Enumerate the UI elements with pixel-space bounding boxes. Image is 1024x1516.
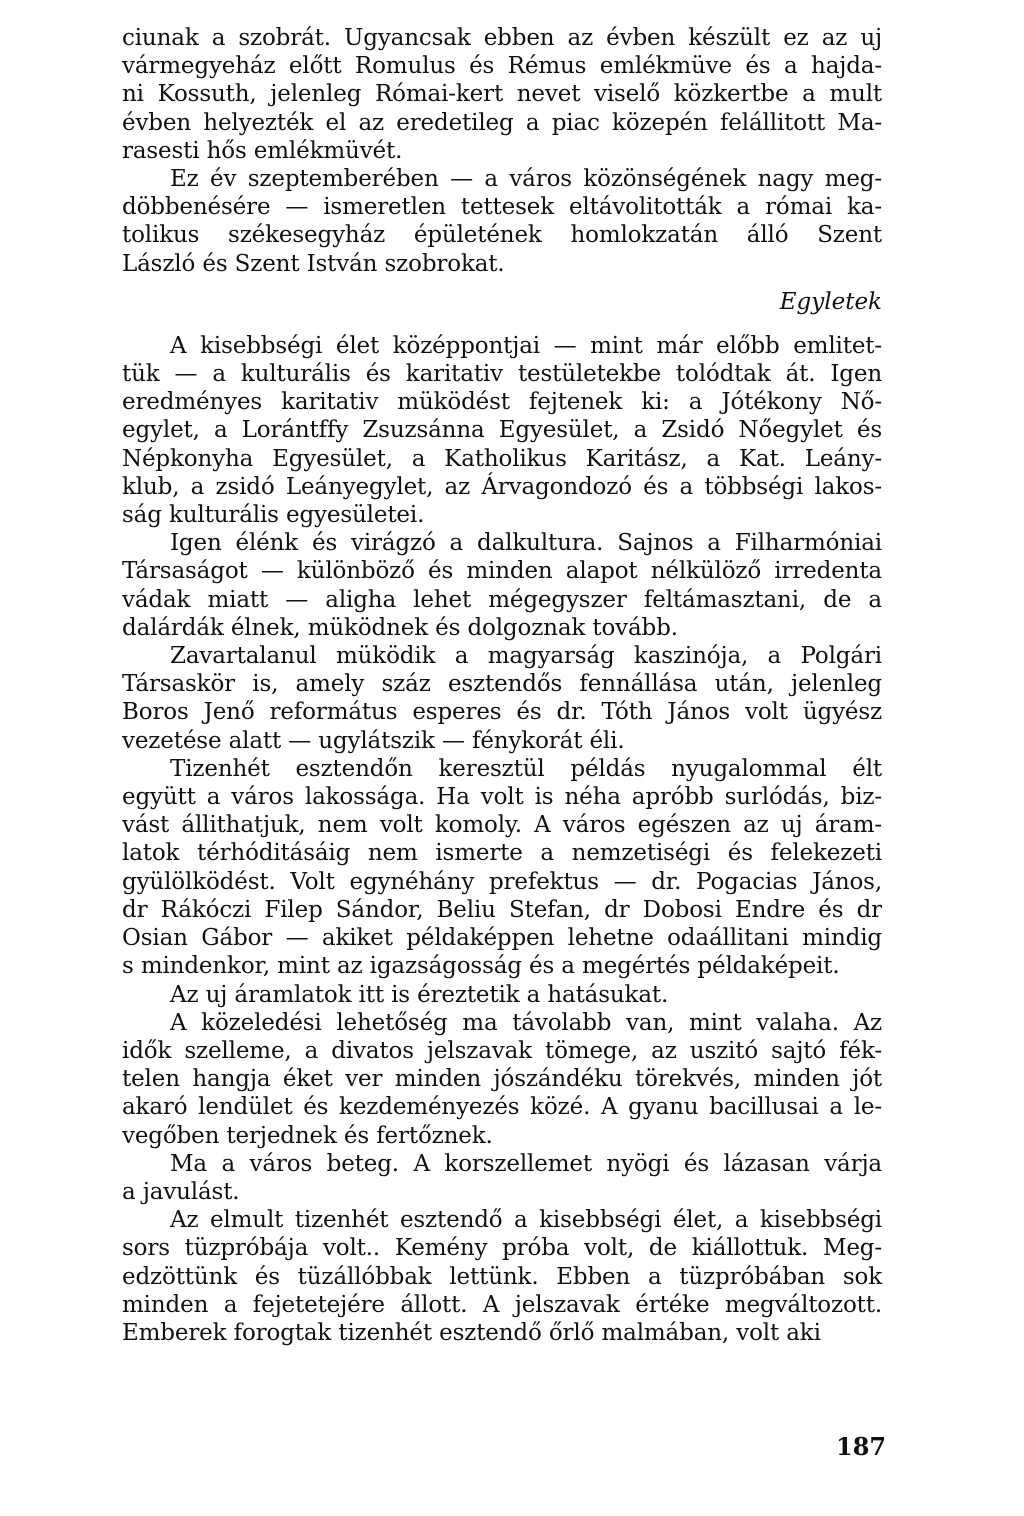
text-line: eredményes karitativ müködést fejtenek ki: a Jótékony Nő-: [122, 389, 882, 416]
text-line: telen hangja éket ver minden jószándéku törekvés, minden jót: [122, 1066, 882, 1093]
paragraph: [122, 755, 882, 981]
text-line: évben helyezték el az eredetileg a piac közepén felállitott Ma-: [122, 109, 882, 136]
text-line: Népkonyha Egyesület, a Katholikus Karitász, a Kat. Leány-: [122, 445, 882, 472]
text-line: egylet, a Lorántffy Zsuzsánna Egyesület, a Zsidó Nőegylet és: [122, 417, 882, 444]
section-heading: Egyletek: [779, 288, 882, 315]
text-line: tolikus székesegyház épületének homlokzatán álló Szent: [122, 222, 882, 249]
text-line: Az uj áramlatok itt is éreztetik a hatásukat.: [170, 981, 669, 1008]
text-line: Ez év szeptemberében — a város közönségének nagy meg-: [170, 166, 882, 193]
text-line: akaró lendület és kezdeményezés közé. A gyanu bacillusai a le-: [122, 1094, 882, 1121]
paragraph: [122, 981, 882, 1009]
text-line: együtt a város lakossága. Ha volt is néha apróbb surlódás, biz-: [122, 784, 882, 811]
text-line: vegőben terjednek és fertőznek.: [122, 1122, 493, 1149]
text-line: tük — a kulturális és karitativ testületekbe tolódtak át. Igen: [122, 361, 882, 388]
text-line: minden a fejetetejére állott. A jelszavak értéke megváltozott.: [122, 1291, 882, 1318]
text-line: ság kulturális egyesületei.: [122, 502, 425, 529]
paragraph: [122, 165, 882, 278]
text-line: vármegyeház előtt Romulus és Rémus emlékmüve és a hajda-: [122, 53, 882, 80]
paragraph: [122, 332, 882, 529]
text-line: Boros Jenő református esperes és dr. Tóth János volt ügyész: [122, 699, 882, 726]
page-body: [122, 24, 882, 1347]
text-line: s mindenkor, mint az igazságosság és a megértés példaképeit.: [122, 953, 840, 980]
text-line: klub, a zsidó Leányegylet, az Árvagondozó és a többségi lakos-: [122, 473, 882, 500]
paragraph: [122, 24, 882, 165]
text-line: idők szelleme, a divatos jelszavak tömege, az uszitó sajtó fék-: [122, 1037, 882, 1064]
text-line: dalárdák élnek, müködnek és dolgoznak tovább.: [122, 614, 678, 641]
text-line: gyülölködést. Volt egynéhány prefektus — dr. Pogacias János,: [122, 868, 882, 895]
text-line: Társaskör is, amely száz esztendős fennállása után, jelenleg: [122, 671, 882, 698]
paragraph: [122, 529, 882, 642]
paragraph: [122, 1150, 882, 1206]
text-line: edzöttünk és tüzállóbbak lettünk. Ebben a tüzpróbában sok: [122, 1263, 882, 1290]
text-block-bottom: [122, 332, 882, 1347]
text-line: A kisebbségi élet középpontjai — mint már előbb emlitet-: [170, 332, 882, 359]
text-line: latok térhóditásáig nem ismerte a nemzetiségi és felekezeti: [122, 840, 882, 867]
text-line: Ma a város beteg. A korszellemet nyögi és lázasan várja: [170, 1150, 882, 1177]
text-line: Az elmult tizenhét esztendő a kisebbségi élet, a kisebbségi: [170, 1207, 882, 1234]
text-line: ciunak a szobrát. Ugyancsak ebben az évben készült ez az uj: [122, 25, 882, 51]
text-line: ni Kossuth, jelenleg Római-kert nevet viselő közkertbe a mult: [122, 81, 882, 108]
text-line: Zavartalanul müködik a magyarság kaszinója, a Polgári: [170, 643, 882, 670]
text-line: vádak miatt — aligha lehet mégegyszer feltámasztani, de a: [122, 586, 882, 613]
text-line: Társaságot — különböző és minden alapot nélkülöző irredenta: [122, 558, 882, 585]
text-line: döbbenésére — ismeretlen tettesek eltávolitották a római ka-: [122, 194, 882, 221]
text-line: A közeledési lehetőség ma távolabb van, mint valaha. Az: [170, 1009, 882, 1036]
text-line: rasesti hős emlékmüvét.: [122, 137, 403, 164]
text-block-top: [122, 24, 882, 278]
paragraph: [122, 1206, 882, 1347]
text-line: Emberek forogtak tizenhét esztendő őrlő malmában, volt aki: [122, 1319, 821, 1346]
paragraph: [122, 1009, 882, 1150]
text-line: vezetése alatt — ugylátszik — fénykorát éli.: [122, 727, 625, 754]
page-number: 187: [836, 1432, 887, 1461]
text-line: Osian Gábor — akiket példaképpen lehetne odaállitani mindig: [122, 925, 882, 952]
text-line: dr Rákóczi Filep Sándor, Beliu Stefan, dr Dobosi Endre és dr: [122, 896, 882, 923]
text-line: sors tüzpróbája volt.. Kemény próba volt, de kiállottuk. Meg-: [122, 1235, 882, 1262]
text-line: Tizenhét esztendőn keresztül példás nyugalommal élt: [170, 755, 882, 782]
text-line: a javulást.: [122, 1178, 240, 1205]
paragraph: [122, 642, 882, 755]
text-line: vást állithatjuk, nem volt komoly. A város egészen az uj áram-: [122, 812, 882, 839]
text-line: László és Szent István szobrokat.: [122, 250, 505, 277]
text-line: Igen élénk és virágzó a dalkultura. Sajnos a Filharmóniai: [170, 530, 882, 557]
